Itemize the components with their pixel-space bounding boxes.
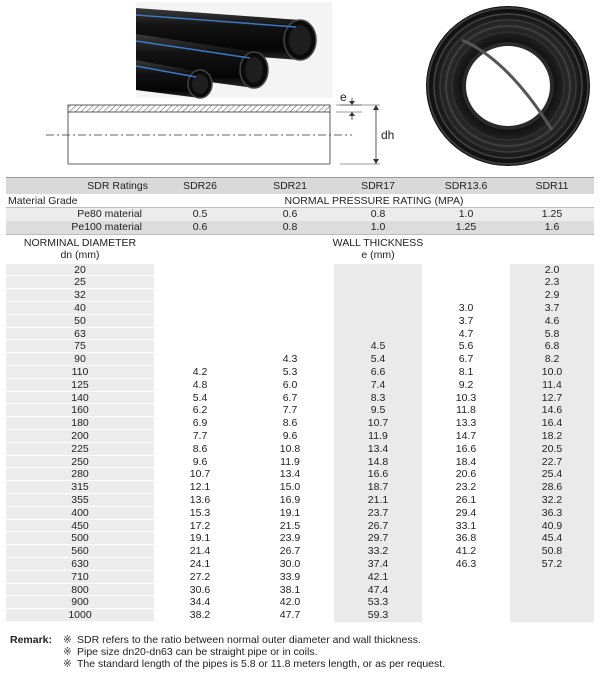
thickness-cell: 9.6 [154,456,246,469]
pressure-value: 1.0 [370,220,386,233]
thickness-cell: 13.3 [422,417,510,430]
table-row [6,571,594,584]
thickness-cell: 4.8 [154,379,246,392]
remark-text: The standard length of the pipes is 5.8 or 11.8 meters length, or as per request. [77,658,446,670]
thickness-cell [510,571,594,584]
thickness-cell: 28.6 [510,481,594,494]
table-row [6,468,594,481]
table-row [6,328,594,341]
thickness-cell: 45.4 [510,532,594,545]
thickness-cell: 2.0 [510,264,594,277]
thickness-cell: 3.7 [510,302,594,315]
thickness-cell: 9.2 [422,379,510,392]
diameter-cell: 20 [6,264,154,277]
thickness-cell: 19.1 [154,532,246,545]
diameter-cell: 630 [6,558,154,571]
diameter-cell: 32 [6,289,154,302]
thickness-cell [334,289,422,302]
thickness-cell: 5.6 [422,340,510,353]
thickness-cell: 36.3 [510,507,594,520]
thickness-cell: 34.4 [154,596,246,609]
thickness-cell: 47.7 [246,609,334,622]
table-row [6,430,594,443]
thickness-cell [246,302,334,315]
sdr-column-header: SDR21 [273,180,307,192]
wall-header-line2: e (mm) [361,248,395,261]
thickness-cell: 33.9 [246,571,334,584]
thickness-cell: 16.9 [246,494,334,507]
diameter-cell: 140 [6,392,154,405]
thickness-cell: 11.8 [422,404,510,417]
thickness-cell: 41.2 [422,545,510,558]
thickness-cell: 26.7 [246,545,334,558]
sdr-ratings-row [6,177,594,194]
thickness-cell: 42.0 [246,596,334,609]
thickness-cell: 4.7 [422,328,510,341]
table-row [6,558,594,571]
table-row [6,609,594,622]
thickness-cell: 7.7 [154,430,246,443]
table-row [6,264,594,277]
thickness-cell: 59.3 [334,609,422,622]
thickness-cell: 14.6 [510,404,594,417]
diameter-cell: 63 [6,328,154,341]
pipe-illustrations [0,0,600,175]
thickness-cell: 4.6 [510,315,594,328]
thickness-cell: 38.2 [154,609,246,622]
thickness-cell: 20.6 [422,468,510,481]
thickness-cell: 6.0 [246,379,334,392]
sdr-column-header: SDR11 [535,180,569,192]
thickness-cell: 30.6 [154,584,246,597]
sdr-column-header: SDR26 [183,180,217,192]
thickness-cell: 18.4 [422,456,510,469]
diameter-cell: 355 [6,494,154,507]
thickness-cell [422,264,510,277]
remarks-label: Remark: [10,634,53,646]
thickness-cell: 30.0 [246,558,334,571]
pressure-header: NORMAL PRESSURE RATING (MPA) [284,195,464,207]
thickness-cell: 12.1 [154,481,246,494]
thickness-cell: 11.9 [334,430,422,443]
thickness-cell: 7.7 [246,404,334,417]
thickness-cell [422,609,510,622]
wall-thickness-title [246,237,510,261]
diameter-cell: 90 [6,353,154,366]
thickness-cell [334,315,422,328]
pressure-value: 0.6 [282,208,298,220]
thickness-cell: 8.3 [334,392,422,405]
wall-thickness-header [6,234,594,264]
thickness-cell [154,315,246,328]
thickness-cell: 13.6 [154,494,246,507]
thickness-cell: 5.4 [334,353,422,366]
diameter-label: dh [381,128,395,142]
pipe-coil-photo [426,6,590,166]
table-row [6,276,594,289]
diameter-cell: 710 [6,571,154,584]
thickness-cell: 53.3 [334,596,422,609]
thickness-cell: 27.2 [154,571,246,584]
thickness-cell: 14.8 [334,456,422,469]
thickness-cell: 47.4 [334,584,422,597]
thickness-cell: 4.2 [154,366,246,379]
thickness-cell [246,315,334,328]
material-name: Pe80 material [77,208,142,220]
thickness-cell: 11.4 [510,379,594,392]
diameter-header-line2: dn (mm) [60,248,100,261]
thickness-cell: 16.6 [334,468,422,481]
thickness-cell: 11.9 [246,456,334,469]
diameter-cell: 450 [6,520,154,533]
thickness-cell [334,264,422,277]
thickness-cell: 10.0 [510,366,594,379]
table-row [6,366,594,379]
thickness-cell: 6.6 [334,366,422,379]
table-row [6,507,594,520]
pressure-value: 0.6 [192,220,208,233]
remark-text: Pipe size dn20-dn63 can be straight pipe or in coils. [77,646,318,658]
thickness-cell [154,276,246,289]
remark-text: SDR refers to the ratio between normal outer diameter and wall thickness. [77,634,421,646]
sdr-table [6,177,594,622]
thickness-cell: 8.6 [246,417,334,430]
thickness-cell [154,289,246,302]
illustration-area [0,0,600,175]
thickness-cell: 19.1 [246,507,334,520]
thickness-cell: 8.2 [510,353,594,366]
sdr-ratings-label: SDR Ratings [87,180,148,192]
table-row [6,481,594,494]
thickness-cell [334,302,422,315]
diameter-cell: 500 [6,532,154,545]
thickness-cell [422,289,510,302]
thickness-cell: 9.6 [246,430,334,443]
diameter-cell: 1000 [6,609,154,622]
pressure-value: 0.8 [370,208,386,220]
thickness-cell [422,276,510,289]
diameter-cell: 25 [6,276,154,289]
thickness-cell: 32.2 [510,494,594,507]
thickness-cell: 24.1 [154,558,246,571]
thickness-cell: 21.5 [246,520,334,533]
diameter-cell: 800 [6,584,154,597]
thickness-cell [246,264,334,277]
thickness-cell: 10.8 [246,443,334,456]
thickness-cell: 8.1 [422,366,510,379]
thickness-cell [246,289,334,302]
thickness-cell: 2.9 [510,289,594,302]
thickness-cell: 13.4 [246,468,334,481]
diameter-cell: 110 [6,366,154,379]
thickness-cell [334,328,422,341]
thickness-cell: 10.7 [154,468,246,481]
thickness-cell [246,276,334,289]
sdr-column-header: SDR13.6 [444,180,488,192]
thickness-cell [154,340,246,353]
diameter-cell: 40 [6,302,154,315]
thickness-cell [154,353,246,366]
table-row [6,392,594,405]
table-row [6,584,594,597]
thickness-cell: 26.1 [422,494,510,507]
thickness-cell [154,264,246,277]
table-row [6,545,594,558]
material-row [6,221,594,234]
table-row [6,353,594,366]
thickness-cell: 33.2 [334,545,422,558]
thickness-cell: 14.7 [422,430,510,443]
thickness-cell: 15.3 [154,507,246,520]
thickness-cell: 16.6 [422,443,510,456]
thickness-cell [246,328,334,341]
material-grade-label: Material Grade [8,195,78,207]
straight-pipes-photo [136,2,332,98]
pressure-value: 0.5 [192,208,208,220]
thickness-cell [510,584,594,597]
thickness-cell [246,340,334,353]
table-row [6,456,594,469]
pressure-value: 1.0 [458,208,474,220]
diameter-header-line1: NORMINAL DIAMETER [23,236,137,249]
thickness-cell: 15.0 [246,481,334,494]
table-row [6,443,594,456]
material-grade-row [6,194,594,208]
remark-marker: ※ [63,634,72,646]
diameter-cell: 560 [6,545,154,558]
thickness-cell: 9.5 [334,404,422,417]
thickness-cell [422,584,510,597]
diameter-cell: 200 [6,430,154,443]
diameter-cell: 50 [6,315,154,328]
thickness-cell: 57.2 [510,558,594,571]
thickness-cell: 5.8 [510,328,594,341]
table-row [6,404,594,417]
pressure-value: 1.25 [541,208,563,220]
thickness-cell: 6.8 [510,340,594,353]
thickness-cell: 33.1 [422,520,510,533]
thickness-cell: 42.1 [334,571,422,584]
thickness-cell: 21.4 [154,545,246,558]
thickness-cell [334,276,422,289]
pressure-value: 1.25 [455,220,477,233]
sdr-column-header: SDR17 [361,180,395,192]
thickness-cell [422,596,510,609]
thickness-cell: 40.9 [510,520,594,533]
thickness-cell: 29.7 [334,532,422,545]
thickness-cell: 29.4 [422,507,510,520]
thickness-cell: 23.2 [422,481,510,494]
diameter-cell: 900 [6,596,154,609]
table-row [6,289,594,302]
table-row [6,494,594,507]
table-row [6,596,594,609]
thickness-cell: 10.3 [422,392,510,405]
remark-line [63,658,445,671]
thickness-cell: 18.2 [510,430,594,443]
thickness-cell: 8.6 [154,443,246,456]
thickness-cell: 10.7 [334,417,422,430]
diameter-cell: 250 [6,456,154,469]
diameter-cell: 160 [6,404,154,417]
thickness-cell: 50.8 [510,545,594,558]
diameter-cell: 125 [6,379,154,392]
thickness-cell [154,302,246,315]
thickness-cell: 5.3 [246,366,334,379]
thickness-cell: 25.4 [510,468,594,481]
diameter-header [6,237,154,261]
diameter-cell: 280 [6,468,154,481]
thickness-cell: 4.3 [246,353,334,366]
table-row [6,302,594,315]
thickness-cell: 18.7 [334,481,422,494]
wall-header-line1: WALL THICKNESS [332,236,424,249]
thickness-cell: 6.7 [246,392,334,405]
thickness-cell: 13.4 [334,443,422,456]
thickness-cell: 21.1 [334,494,422,507]
pressure-value: 1.6 [544,220,560,233]
thickness-cell: 4.5 [334,340,422,353]
table-row [6,379,594,392]
thickness-cell: 22.7 [510,456,594,469]
thickness-cell: 12.7 [510,392,594,405]
thickness-cell: 6.2 [154,404,246,417]
diameter-cell: 225 [6,443,154,456]
thickness-cell: 16.4 [510,417,594,430]
wall-thickness-rows [6,264,594,622]
thickness-cell: 46.3 [422,558,510,571]
thickness-label: e [340,90,347,104]
table-row [6,340,594,353]
thickness-cell: 3.7 [422,315,510,328]
thickness-cell: 20.5 [510,443,594,456]
thickness-cell: 2.3 [510,276,594,289]
thickness-cell: 7.4 [334,379,422,392]
table-row [6,532,594,545]
thickness-cell [510,596,594,609]
thickness-cell: 36.8 [422,532,510,545]
thickness-cell [154,328,246,341]
thickness-cell [422,571,510,584]
thickness-cell: 38.1 [246,584,334,597]
thickness-cell: 17.2 [154,520,246,533]
diameter-cell: 75 [6,340,154,353]
table-row [6,520,594,533]
diameter-cell: 400 [6,507,154,520]
thickness-cell: 23.7 [334,507,422,520]
remark-marker: ※ [63,658,72,670]
diameter-cell: 315 [6,481,154,494]
thickness-cell [510,609,594,622]
thickness-cell: 6.7 [422,353,510,366]
thickness-cell: 26.7 [334,520,422,533]
pressure-value: 0.8 [282,220,298,233]
remark-marker: ※ [63,646,72,658]
material-name: Pe100 material [71,220,142,233]
pipe-section-drawing [46,98,380,164]
diameter-cell: 180 [6,417,154,430]
table-row [6,417,594,430]
thickness-cell: 23.9 [246,532,334,545]
thickness-cell: 37.4 [334,558,422,571]
table-row [6,315,594,328]
material-row [6,208,594,221]
thickness-cell: 3.0 [422,302,510,315]
thickness-cell: 5.4 [154,392,246,405]
thickness-cell: 6.9 [154,417,246,430]
